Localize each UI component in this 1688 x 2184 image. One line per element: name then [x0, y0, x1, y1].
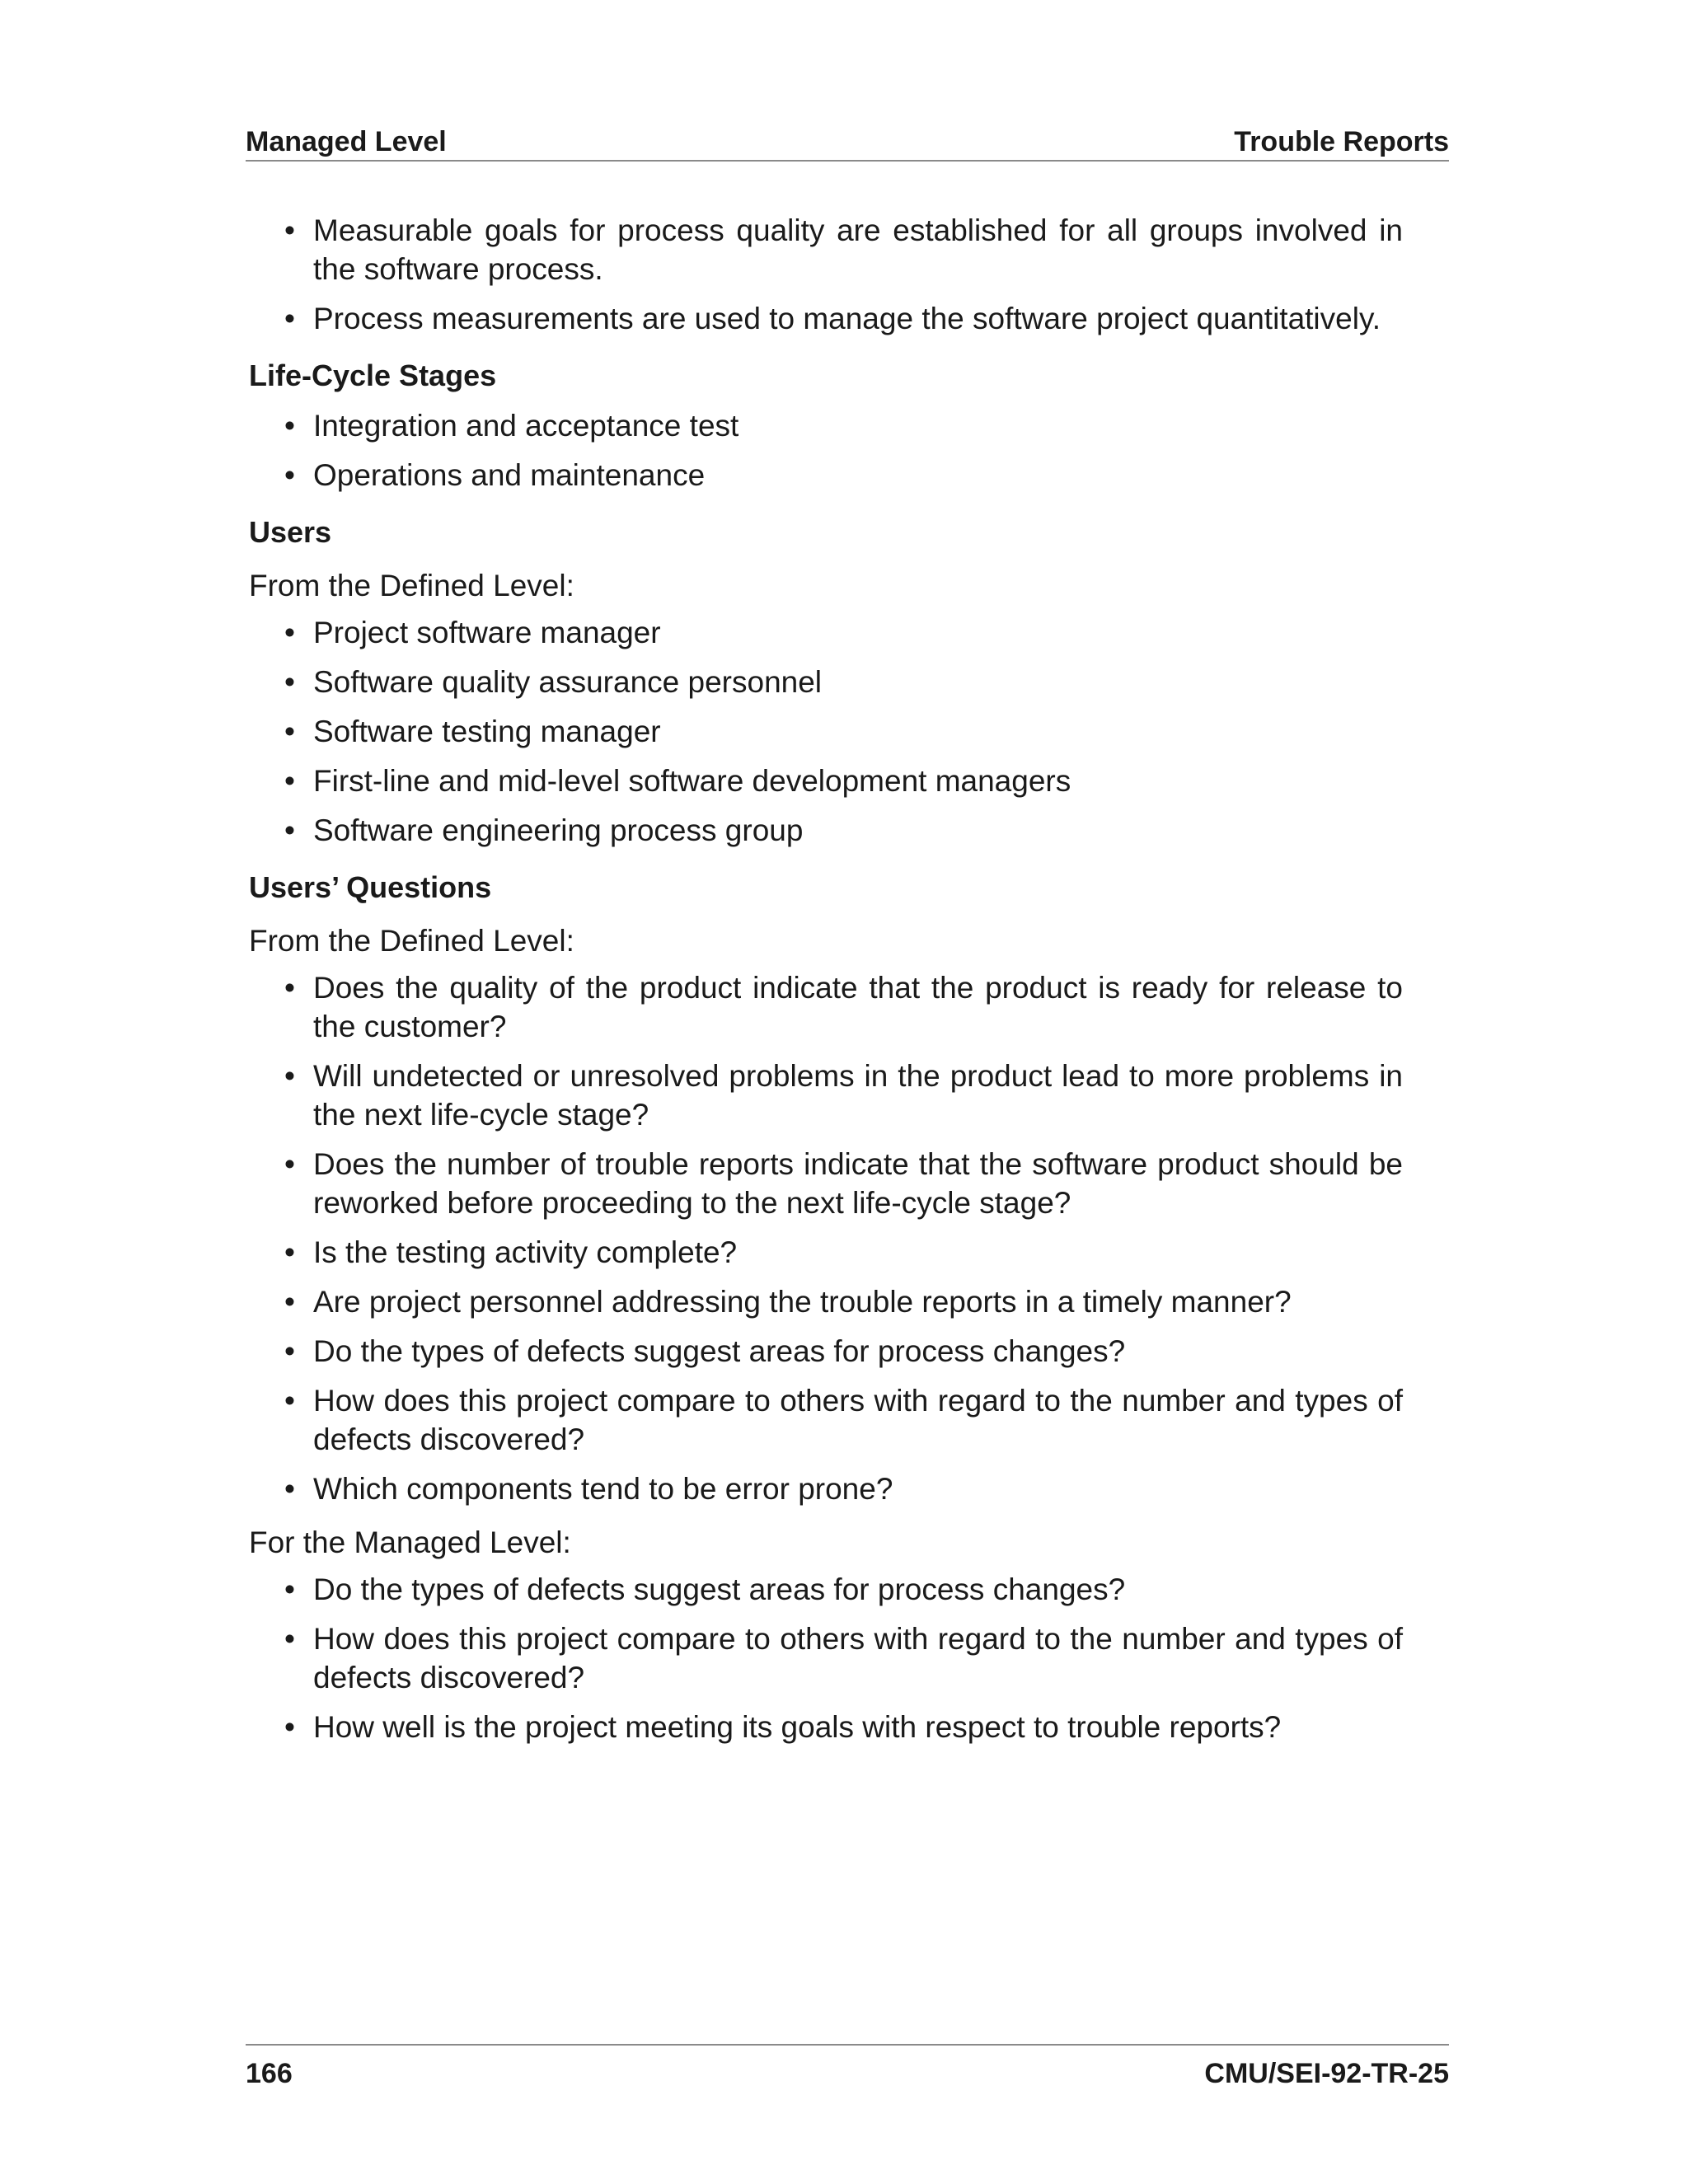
list-item: • How does this project compare to others with regard to the number and types of defects discovered? — [249, 1619, 1403, 1697]
bullet-icon: • — [284, 764, 295, 798]
bullet-icon: • — [284, 971, 295, 1005]
document-id: CMU/SEI-92-TR-25 — [1204, 2057, 1449, 2089]
bullet-icon: • — [284, 1334, 295, 1368]
lifecycle-list — [249, 406, 1403, 494]
bullet-icon: • — [284, 458, 295, 492]
managed-level-intro: For the Managed Level: — [249, 1526, 571, 1559]
list-item: • Process measurements are used to manage the software project quantitatively. — [249, 299, 1403, 338]
managed-questions-list — [249, 1570, 1403, 1746]
list-item: • How well is the project meeting its goals with respect to trouble reports? — [249, 1708, 1403, 1746]
list-item: • Does the quality of the product indicate that the product is ready for release to the customer? — [249, 968, 1403, 1046]
header-section-title: Managed Level — [246, 126, 447, 157]
bullet-icon: • — [284, 1472, 295, 1506]
list-item: • Measurable goals for process quality are established for all groups involved in the software process. — [249, 211, 1403, 288]
bullet-icon: • — [284, 1147, 295, 1181]
list-item: • Will undetected or unresolved problems in the product lead to more problems in the next life-cycle stage? — [249, 1057, 1403, 1134]
list-item: • Software quality assurance personnel — [249, 663, 1403, 701]
lifecycle-heading: Life-Cycle Stages — [249, 359, 497, 392]
list-item: • Are project personnel addressing the trouble reports in a timely manner? — [249, 1282, 1403, 1321]
users-list — [249, 613, 1403, 850]
goals-list — [249, 211, 1403, 338]
list-item: • Which components tend to be error prone? — [249, 1469, 1403, 1508]
list-item: • First-line and mid-level software development managers — [249, 762, 1403, 800]
bullet-icon: • — [284, 813, 295, 847]
bullet-icon: • — [284, 1710, 295, 1744]
bullet-icon: • — [284, 715, 295, 748]
bullet-icon: • — [284, 1059, 295, 1093]
bullet-icon: • — [284, 1384, 295, 1418]
list-item: • Software engineering process group — [249, 811, 1403, 850]
list-item: • Do the types of defects suggest areas for process changes? — [249, 1570, 1403, 1609]
bullet-icon: • — [284, 302, 295, 335]
bullet-icon: • — [284, 616, 295, 649]
users-heading: Users — [249, 515, 332, 549]
header-chapter-title: Trouble Reports — [1234, 126, 1449, 157]
page-body — [249, 211, 1403, 1757]
bullet-icon: • — [284, 665, 295, 699]
list-item: • Do the types of defects suggest areas for process changes? — [249, 1332, 1403, 1371]
page-number: 166 — [246, 2057, 293, 2089]
bullet-icon: • — [284, 409, 295, 443]
bullet-icon: • — [284, 1285, 295, 1319]
list-item: • Is the testing activity complete? — [249, 1233, 1403, 1272]
page-footer — [246, 2044, 1449, 2098]
page-header — [246, 122, 1449, 162]
list-item: • Integration and acceptance test — [249, 406, 1403, 445]
bullet-icon: • — [284, 1572, 295, 1606]
list-item: • Software testing manager — [249, 712, 1403, 751]
defined-questions-list — [249, 968, 1403, 1508]
bullet-icon: • — [284, 1235, 295, 1269]
bullet-icon: • — [284, 1622, 295, 1656]
list-item: • Project software manager — [249, 613, 1403, 652]
list-item: • Does the number of trouble reports indicate that the software product should be reworked before proceeding to the next life-cycle stage? — [249, 1145, 1403, 1222]
defined-level-intro: From the Defined Level: — [249, 924, 574, 958]
list-item: • How does this project compare to others with regard to the number and types of defects discovered? — [249, 1381, 1403, 1459]
questions-heading: Users’ Questions — [249, 870, 492, 904]
users-intro: From the Defined Level: — [249, 569, 574, 602]
bullet-icon: • — [284, 213, 295, 247]
list-item: • Operations and maintenance — [249, 456, 1403, 494]
